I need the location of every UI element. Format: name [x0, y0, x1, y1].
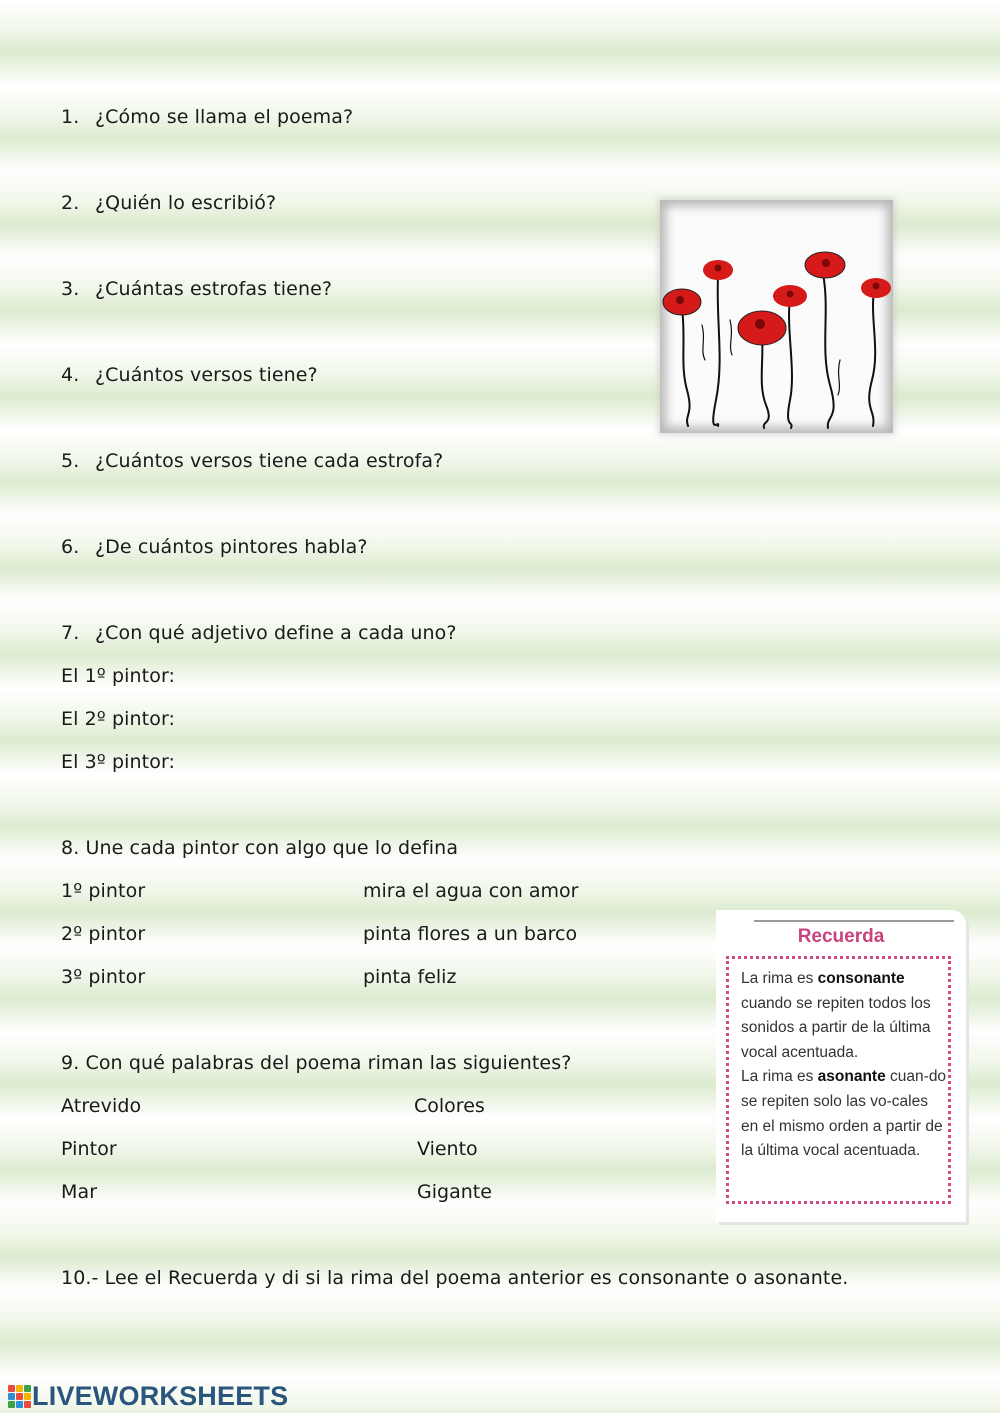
recuerda-box — [716, 910, 966, 1222]
recuerda-title: Recuerda — [797, 926, 885, 947]
q8-right-3: pinta feliz — [363, 966, 457, 988]
q9-right-1: Colores — [414, 1095, 485, 1117]
recuerda-text: cuando se repiten todos los sonidos a partir de la última vocal acentuada. — [741, 994, 931, 1061]
question-text: ¿Con qué adjetivo define a cada uno? — [95, 622, 457, 644]
q9-left-3: Mar — [61, 1181, 98, 1203]
question-7 — [61, 621, 457, 645]
question-6 — [61, 535, 368, 559]
question-number: 5. — [61, 450, 80, 472]
recuerda-text: La rima es — [741, 1068, 818, 1086]
question-number: 2. — [61, 192, 80, 214]
question-text: ¿Quién lo escribió? — [95, 192, 277, 214]
recuerda-text: La rima es — [741, 970, 818, 987]
question-number: 7. — [61, 622, 80, 644]
question-3 — [61, 277, 332, 301]
question-text: ¿Cuántos versos tiene cada estrofa? — [95, 450, 444, 472]
poppies-illustration — [660, 200, 893, 433]
logo-text: LIVEWORKSHEETS — [32, 1381, 289, 1411]
q9-left-1: Atrevido — [61, 1095, 142, 1117]
question-number: 3. — [61, 278, 80, 300]
q7-item-3: El 3º pintor: — [61, 751, 176, 773]
q8-left-1: 1º pintor — [61, 880, 146, 902]
q9-left-2: Pintor — [61, 1138, 117, 1160]
question-text: ¿Cuántas estrofas tiene? — [95, 278, 333, 300]
question-10: 10.- Lee el Recuerda y di si la rima del poema anterior es consonante o asonante. — [61, 1267, 849, 1289]
question-number: 1. — [61, 106, 80, 128]
recuerda-asonante — [741, 1065, 948, 1163]
q7-item-1: El 1º pintor: — [61, 665, 176, 687]
recuerda-text: cuan-do se repiten solo las vo-cales en el mismo orden a partir de la última vocal acentuada. — [741, 1068, 947, 1160]
q9-right-2: Viento — [417, 1138, 478, 1160]
question-text: ¿Cómo se llama el poema? — [95, 106, 354, 128]
question-8-title: 8. Une cada pintor con algo que lo defina — [61, 837, 459, 859]
q8-left-3: 3º pintor — [61, 966, 146, 988]
logo-blocks-icon — [8, 1385, 32, 1409]
q7-item-2: El 2º pintor: — [61, 708, 176, 730]
recuerda-content — [726, 956, 951, 1204]
q8-right-1: mira el agua con amor — [363, 880, 579, 902]
question-text: ¿De cuántos pintores habla? — [95, 536, 368, 558]
q9-right-3: Gigante — [417, 1181, 492, 1203]
question-1 — [61, 105, 353, 129]
question-4 — [61, 363, 318, 387]
question-number: 4. — [61, 364, 80, 386]
q8-left-2: 2º pintor — [61, 923, 146, 945]
poppies-svg — [660, 200, 893, 433]
recuerda-divider — [754, 920, 954, 922]
question-2 — [61, 191, 276, 215]
recuerda-term: consonante — [817, 970, 905, 987]
question-9-title: 9. Con qué palabras del poema riman las siguientes? — [61, 1052, 572, 1074]
question-5 — [61, 449, 443, 473]
question-text: ¿Cuántos versos tiene? — [95, 364, 318, 386]
recuerda-consonante — [741, 967, 948, 1065]
q8-right-2: pinta flores a un barco — [363, 923, 578, 945]
recuerda-term: asonante — [817, 1068, 886, 1086]
question-number: 6. — [61, 536, 80, 558]
